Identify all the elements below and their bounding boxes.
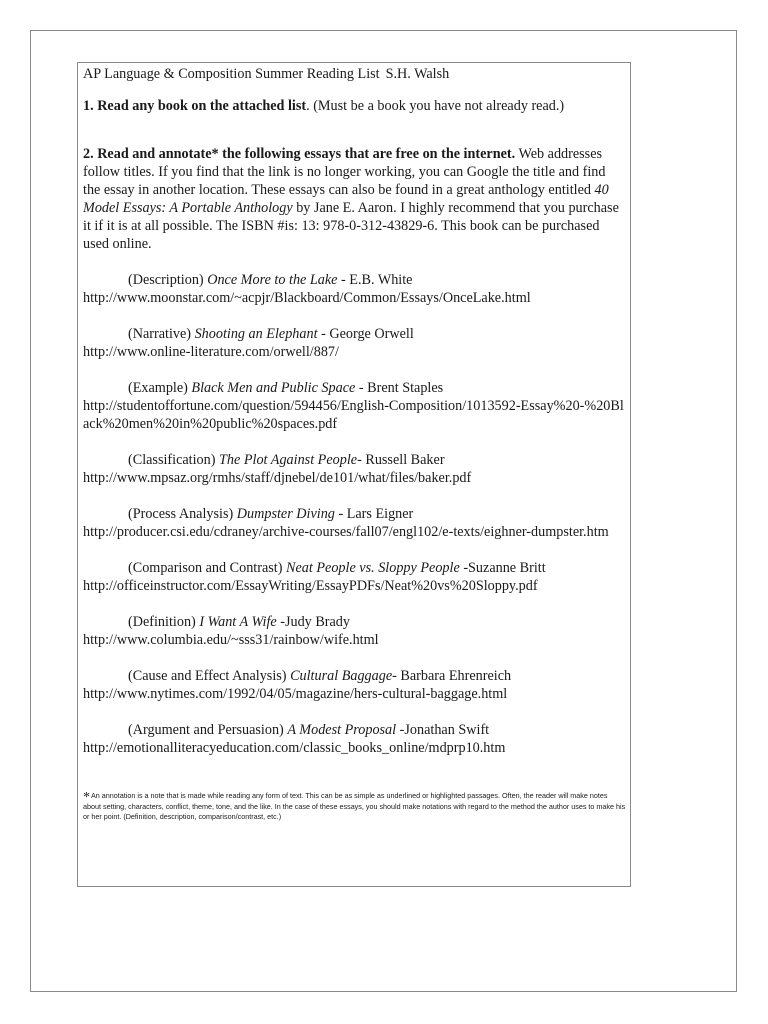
essay-heading (83, 379, 626, 397)
essay-author: - E.B. White (337, 272, 413, 288)
essay-title: Cultural Baggage (290, 668, 393, 684)
essay-heading (83, 721, 626, 739)
footnote-text: An annotation is a note that is made while reading any form of text. This can be as simple as underlined or highlighted passages. Often, the reader will make notes about setting, characters, conflict, theme, tone, and the like. In the case of these essays, you should make notations with regard to the method the author uses to make his or her point. (Definition, description, comparison/contrast, etc.) (83, 791, 626, 821)
essay-title: I Want A Wife (199, 614, 277, 630)
essay-title: A Modest Proposal (287, 722, 397, 738)
footnote-asterisk: * (83, 790, 90, 805)
essay-item (83, 271, 626, 307)
essay-url: http://www.nytimes.com/1992/04/05/magazine/hers-cultural-baggage.html (83, 686, 508, 702)
footnote (83, 791, 626, 821)
essay-url: http://officeinstructor.com/EssayWriting/EssayPDFs/Neat%20vs%20Sloppy.pdf (83, 578, 538, 594)
essay-item (83, 559, 626, 595)
title-author: S.H. Walsh (385, 66, 450, 82)
essay-author: - Russell Baker (357, 452, 445, 468)
essay-item (83, 721, 626, 757)
essay-heading (83, 451, 626, 469)
essay-title: The Plot Against People (219, 452, 358, 468)
essay-title: Black Men and Public Space (191, 380, 356, 396)
essay-url: http://studentoffortune.com/question/594456/English-Composition/1013592-Essay%20-%20Black%20men%20in%20public%20spaces.pdf (83, 398, 624, 432)
essay-title: Shooting an Elephant (194, 326, 318, 342)
essay-heading (83, 271, 626, 289)
essay-item (83, 325, 626, 361)
essay-heading (83, 667, 626, 685)
essay-author: -Jonathan Swift (396, 722, 490, 738)
essay-item (83, 613, 626, 649)
essay-item (83, 379, 626, 433)
essay-url: http://emotionalliteracyeducation.com/classic_books_online/mdprp10.htm (83, 740, 506, 756)
step-2-paragraph (83, 145, 626, 253)
step-1-bold: 1. Read any book on the attached list (83, 98, 307, 114)
title-text: AP Language & Composition Summer Reading List (83, 66, 380, 82)
step-2-text-b: by Jane E. Aaron. I highly recommend that you purchase it if it is at all possible. The ISBN #is: 13: 978-0-312-43829-6. This book can be purchased used online. (83, 200, 619, 252)
essay-mode: (Classification) (128, 452, 220, 468)
essay-heading (83, 613, 626, 631)
essay-heading (83, 559, 626, 577)
essay-author: - Barbara Ehrenreich (392, 668, 512, 684)
essay-url: http://www.online-literature.com/orwell/887/ (83, 344, 339, 360)
essay-mode: (Example) (128, 380, 192, 396)
essay-mode: (Argument and Persuasion) (128, 722, 288, 738)
step-1-paragraph (83, 97, 626, 115)
essay-url: http://www.mpsaz.org/rmhs/staff/djnebel/de101/what/files/baker.pdf (83, 470, 472, 486)
essay-item (83, 505, 626, 541)
essay-title: Dumpster Diving (236, 506, 335, 522)
essay-mode: (Process Analysis) (128, 506, 237, 522)
step-1-rest: . (Must be a book you have not already read.) (306, 98, 565, 114)
essay-mode: (Comparison and Contrast) (128, 560, 287, 576)
essay-url: http://www.moonstar.com/~acpjr/Blackboard/Common/Essays/OnceLake.html (83, 290, 531, 306)
essay-author: -Suzanne Britt (459, 560, 546, 576)
essay-url: http://producer.csi.edu/cdraney/archive-courses/fall07/engl102/e-texts/eighner-dumpster.htm (83, 524, 609, 540)
essay-url: http://www.columbia.edu/~sss31/rainbow/wife.html (83, 632, 379, 648)
essay-heading (83, 325, 626, 343)
essay-item (83, 667, 626, 703)
page-title (83, 65, 626, 83)
essay-mode: (Description) (128, 272, 208, 288)
anthology-title: 40 Model Essays: A Portable Anthology (83, 182, 609, 216)
essay-mode: (Narrative) (128, 326, 195, 342)
essay-author: - George Orwell (317, 326, 414, 342)
essay-author: - Brent Staples (355, 380, 444, 396)
essay-mode: (Definition) (128, 614, 200, 630)
essay-heading (83, 505, 626, 523)
essay-item (83, 451, 626, 487)
step-2-text-a: Web addresses follow titles. If you find that the link is no longer working, you can Google the title and find the essay in another location. These essays can also be found in a great anthology entitled (83, 146, 606, 198)
essay-title: Neat People vs. Sloppy People (286, 560, 460, 576)
step-2-bold: 2. Read and annotate* the following essays that are free on the internet. (83, 146, 516, 162)
essay-mode: (Cause and Effect Analysis) (128, 668, 291, 684)
essay-author: - Lars Eigner (334, 506, 414, 522)
essay-author: -Judy Brady (276, 614, 350, 630)
essay-title: Once More to the Lake (207, 272, 338, 288)
reading-list-box (77, 62, 631, 887)
